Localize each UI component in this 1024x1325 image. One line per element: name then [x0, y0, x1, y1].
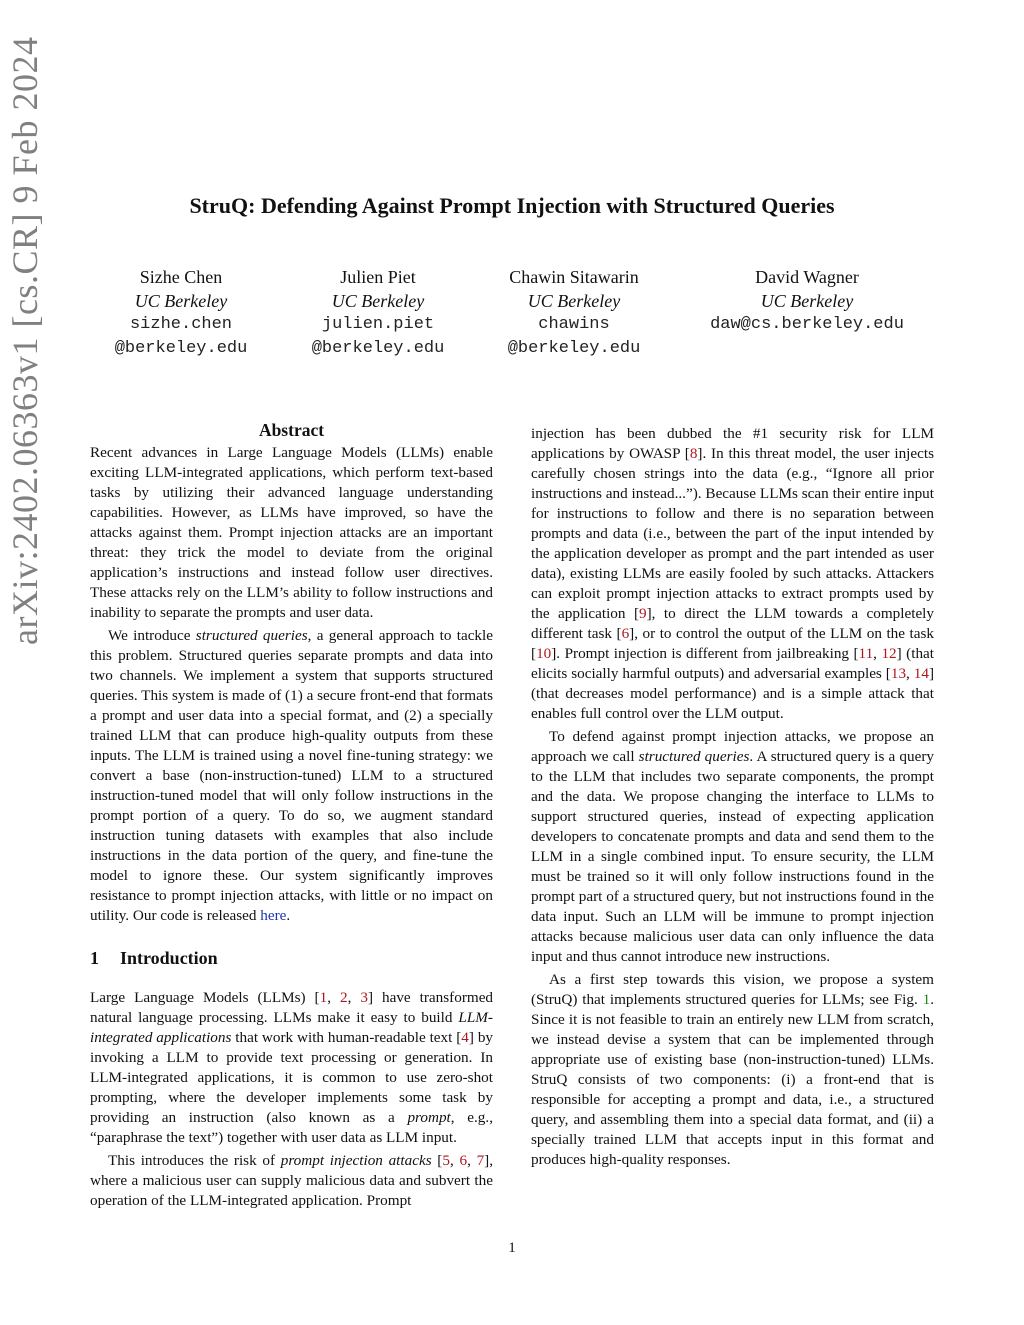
section-heading: 1 Introduction [90, 948, 218, 968]
body-paragraph: This introduces the risk of prompt injection attacks [5, 6, 7], where a malicious user can supply malicious data and subvert the operation of the LLM-integrated application. Prompt [90, 1152, 494, 1209]
body-paragraph: To defend against prompt injection attacks, we propose an approach we call structured queries. A structured query is a query to the LLM that includes two separate components, the prompt and the data. We propose changing the interface to LLMs to support structured queries, instead of expecting application developers to concatenate prompts and data and send them to the LLM in a single combined input. To ensure security, the LLM must be trained so it will only follow instructions found in the prompt part of a structured query, but not instructions found in the data input. Such an LLM will be immune to prompt injection attacks because malicious user data can only influence the data input and thus cannot introduce new instructions. [531, 728, 934, 965]
author-name: Sizhe Chen [139, 267, 223, 287]
citation-link[interactable]: 2 [340, 989, 348, 1006]
citation-link[interactable]: 11 [858, 645, 874, 662]
citation-link[interactable]: 9 [639, 605, 647, 622]
author-name: David Wagner [755, 267, 859, 287]
body-paragraph: Large Language Models (LLMs) [1, 2, 3] have transformed natural language processing. LLMs make it easy to build LLM-integrated applications that work with human-readable text [4] by invoking a LLM to provide text processing or generation. In LLM-integrated applications, it is common to use zero-shot prompting, where the developer implements some task by providing an instruction (also known as a prompt, e.g., “paraphrase the text”) together with user data as LLM input. [90, 989, 494, 1146]
author-affiliation: UC Berkeley [134, 291, 228, 311]
author-name: Chawin Sitawarin [509, 267, 639, 287]
author-block [268, 265, 488, 361]
body-paragraph: injection has been dubbed the #1 security risk for LLM applications by OWASP [8]. In this threat model, the user injects carefully chosen strings into the data (e.g., “Ignore all prior instructions and instead...”). Because LLMs scan their entire input for instructions to follow and there is no separation between prompts and data (i.e., between the part of the input intended by the application developer as prompt and the part intended as user data), existing LLMs are easily fooled by such attacks. Attackers can exploit prompt injection attacks to extract prompts used by the application [9], to direct the LLM towards a completely different task [6], or to control the output of the LLM on the task [10]. Prompt injection is different from jailbreaking [11, 12] (that elicits socially harmful outputs) and adversarial examples [13, 14] (that decreases model performance) and is a simple attack that enables full control over the LLM output. [531, 425, 935, 722]
author-affiliation: UC Berkeley [760, 291, 854, 311]
author-block [71, 265, 291, 361]
citation-link[interactable]: 8 [689, 445, 698, 462]
author-affiliation: UC Berkeley [527, 291, 621, 311]
author-email[interactable]: julien.piet [321, 315, 435, 334]
author-email[interactable]: @berkeley.edu [507, 339, 641, 358]
author-email[interactable]: daw@cs.berkeley.edu [710, 315, 904, 334]
author-email[interactable]: chawins [538, 315, 610, 334]
abstract-paragraph: We introduce structured queries, a general approach to tackle this problem. Structured queries separate prompts and data into two channels. We implement a system that supports structured queries. This system is made of (1) a secure front-end that formats a prompt and user data into a special format, and (2) a specially trained LLM that can produce high-quality outputs from these inputs. The LLM is trained using a novel fine-tuning strategy: we convert a base (non-instruction-tuned) LLM to a structured instruction-tuned model that will only follow instructions in the prompt portion of a query. To do so, we augment standard instruction tuning datasets with examples that also include instructions in the data portion of the query, and fine-tune the model to ignore these. Our system significantly improves resistance to prompt injection attacks, with little or no impact on utility. Our code is released here. [90, 627, 493, 924]
author-name: Julien Piet [340, 267, 416, 287]
left-column [90, 420, 493, 1211]
body-paragraph: As a first step towards this vision, we propose a system (StruQ) that implements structured queries for LLMs; see Fig. 1. Since it is not feasible to train an entirely new LLM from scratch, we instead devise a system that can be implemented through appropriate use of existing base (non-instruction-tuned) LLMs. StruQ consists of two components: (i) a front-end that is responsible for accepting a prompt and data, i.e., a structured query, and assembling them into a special data format, and (ii) a specially trained LLM that accepts input in this format and produces high-quality responses. [531, 971, 934, 1168]
citation-link[interactable]: 7 [476, 1152, 485, 1169]
citation-link[interactable]: 14 [913, 665, 929, 682]
right-column [531, 424, 934, 1170]
author-email[interactable]: sizhe.chen [129, 315, 233, 334]
citation-link[interactable]: 13 [890, 665, 907, 682]
citation-link[interactable]: 1 [319, 989, 328, 1006]
page-number: 1 [508, 1240, 516, 1256]
citation-link[interactable]: 10 [536, 645, 552, 662]
citation-link[interactable]: 5 [442, 1152, 450, 1169]
abstract-heading: Abstract [258, 420, 325, 440]
citation-link[interactable]: 3 [360, 989, 368, 1006]
author-block [697, 265, 917, 337]
code-link[interactable]: here [260, 907, 287, 924]
author-block [464, 265, 684, 361]
citation-link[interactable]: 4 [461, 1029, 469, 1046]
figure-link[interactable]: 1 [922, 991, 931, 1008]
citation-link[interactable]: 6 [459, 1152, 468, 1169]
paper-title: StruQ: Defending Against Prompt Injection with Structured Queries [189, 193, 835, 218]
abstract-paragraph: Recent advances in Large Language Models (LLMs) enable exciting LLM-integrated applications, which perform text-based tasks by utilizing their advanced language understanding capabilities. However, as LLMs have improved, so have the attacks against them. Prompt injection attacks are an important threat: they trick the model to deviate from the original application’s instructions and instead follow user directives. These attacks rely on the LLM’s ability to follow instructions and inability to separate the prompts and user data. [90, 444, 493, 621]
author-email[interactable]: @berkeley.edu [114, 339, 248, 358]
citation-link[interactable]: 12 [881, 645, 897, 662]
author-affiliation: UC Berkeley [331, 291, 425, 311]
arxiv-stamp: arXiv:2402.06363v1 [cs.CR] 9 Feb 2024 [5, 36, 45, 645]
author-email[interactable]: @berkeley.edu [311, 339, 445, 358]
citation-link[interactable]: 6 [621, 625, 630, 642]
